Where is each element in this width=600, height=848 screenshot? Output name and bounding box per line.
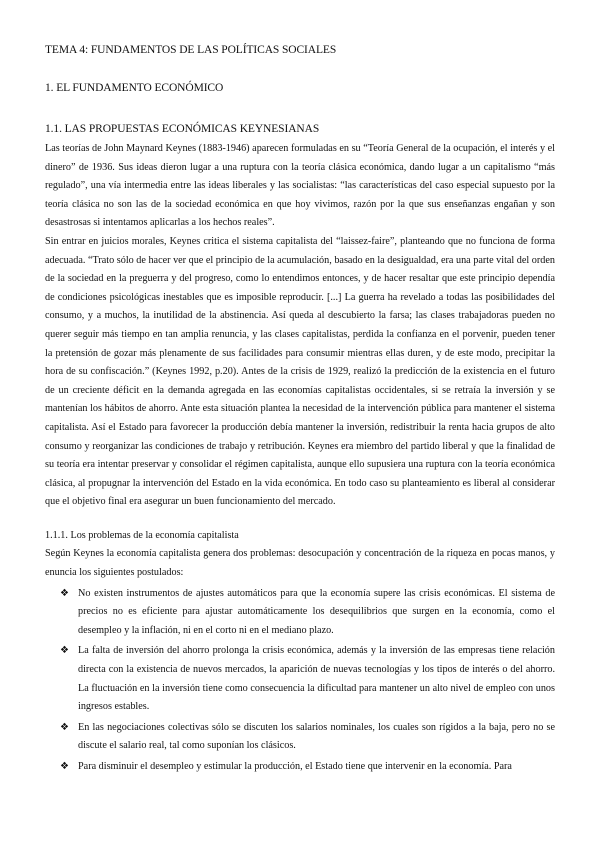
list-item bbox=[45, 758, 555, 777]
intro-paragraph: Según Keynes la economía capitalista genera dos problemas: desocupación y concentración de la riqueza en pocas manos, y enuncia los siguientes postulados: bbox=[45, 548, 555, 579]
subsubsection-heading: 1.1.1. Los problemas de la economía capitalista bbox=[45, 529, 239, 541]
list-item-text: La falta de inversión del ahorro prolonga la crisis económica, además y la inversión de las empresas tiene relación directa con la existencia de nuevos mercados, la aparición de nuevas tecnologías y los tipos de interés o del ahorro. La fluctuación en la inversión tiene como consecuencia la dificultad para mantener un alto nivel de empleo con unos ingresos estables. bbox=[78, 645, 555, 713]
list-item bbox=[45, 642, 555, 716]
list-item-text: Para disminuir el desempleo y estimular la producción, el Estado tiene que intervenir en la economía. Para bbox=[78, 761, 512, 772]
subsection-heading: 1.1. LAS PROPUESTAS ECONÓMICAS KEYNESIANAS bbox=[45, 123, 320, 135]
section-heading: 1. EL FUNDAMENTO ECONÓMICO bbox=[45, 82, 224, 94]
body-text bbox=[45, 140, 555, 777]
list-item bbox=[45, 585, 555, 641]
diamond-bullet-icon: ❖ bbox=[60, 645, 69, 657]
list-item-text: No existen instrumentos de ajustes automáticos para que la economía supere las crisis económicas. El sistema de precios no es eficiente para ajustar automáticamente los desequilibrios que surgen en la economía, como el desempleo y la inflación, ni en el corto ni en el mediano plazo. bbox=[78, 587, 555, 636]
diamond-bullet-icon: ❖ bbox=[60, 721, 69, 733]
paragraph-2: Sin entrar en juicios morales, Keynes critica el sistema capitalista del “laissez-faire”, planteando que no funciona de forma adecuada. “Trato sólo de hacer ver que el principio de la acumulación, basado en la desigualdad, era una parte vital del orden de la sociedad en la preguerra y del progreso, como lo entendimos entonces, y de hacer resaltar que este principio dependía de condiciones psicológicas inestables que es imposible reproducir. [...] La guerra ha revelado a todas las posibilidades del consumo, y a muchos, la inutilidad de la abstinencia. Así queda al descubierto la farsa; las clases trabajadoras pueden no querer seguir más tiempo en tan amplia renuncia, y las clases capitalistas, perdida la confianza en el porvenir, pueden tener la pretensión de gozar más plenamente de sus facilidades para consumir mientras ellas duren, y de este modo, precipitar la hora de su confiscación.” (Keynes 1992, p.20). Antes de la crisis de 1929, realizó la predicción de la existencia en el futuro de un creciente déficit en la demanda agregada en las economías capitalistas occidentales, si se retraía la inversión y se mantenían los hábitos de ahorro. Ante esta situación plantea la necesidad de la intervención pública para mantener el sistema capitalista. Así el Estado para favorecer la producción debía mantener la inversión, redistribuir la renta hacia grupos de alto consumo y reorganizar las condiciones de trabajo y retribución. Keynes era miembro del partido liberal y que la finalidad de su teoría era intentar preservar y consolidar el régimen capitalista, aunque ello supusiera una ruptura con la teoría económica clásica, al propugnar la intervención del Estado en la vida económica. En todo caso su planteamiento es liberal al considerar que el objetivo final era asegurar un buen funcionamiento del mercado. bbox=[45, 235, 555, 508]
list-item bbox=[45, 719, 555, 756]
diamond-bullet-icon: ❖ bbox=[60, 761, 69, 772]
diamond-bullet-icon: ❖ bbox=[60, 587, 69, 599]
document-title: TEMA 4: FUNDAMENTOS DE LAS POLÍTICAS SOCIALES bbox=[45, 44, 337, 56]
paragraph-1: Las teorías de John Maynard Keynes (1883-1946) aparecen formuladas en su “Teoría General de la ocupación, el interés y el dinero” de 1936. Sus ideas dieron lugar a una ruptura con la teoría clásica económica, dando lugar a un capitalismo “más regulado”, una vía intermedia entre las ideas liberales y las socialistas: “las características del caso especial supuesto por la teoría clásica no son las de la sociedad económica en que hoy vivimos, razón por la que sus enseñanzas engañan y son desastrosas si intentamos aplicarlas a los hechos reales”. bbox=[45, 143, 555, 229]
list-item-text: En las negociaciones colectivas sólo se discuten los salarios nominales, los cuales son rígidos a la baja, pero no se discute el salario real, tal como suponían los clásicos. bbox=[78, 721, 555, 752]
postulates-list bbox=[45, 585, 555, 777]
